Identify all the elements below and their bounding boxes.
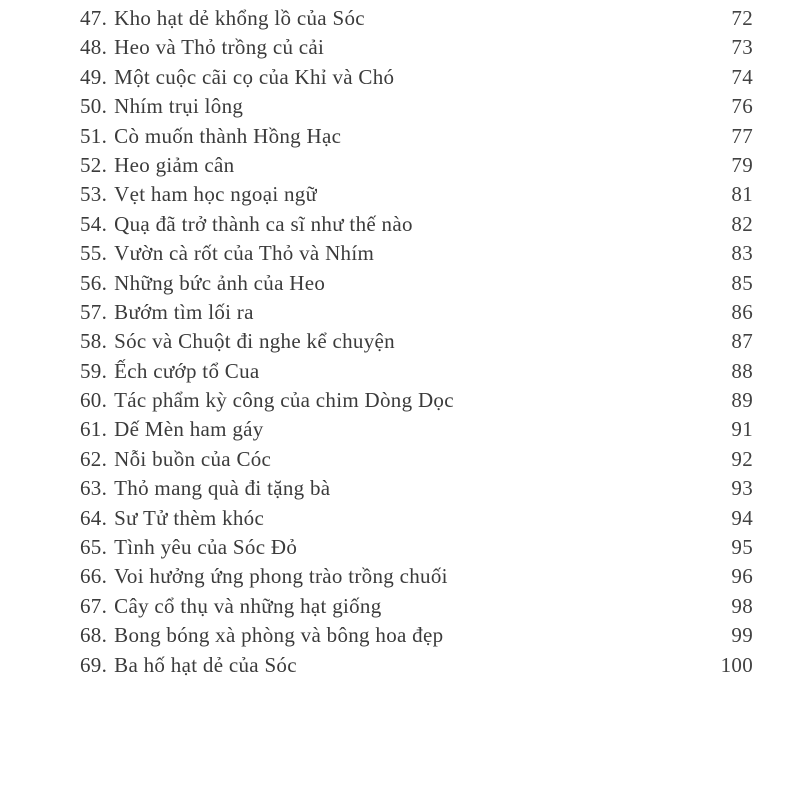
entry-number: 60. <box>80 388 108 413</box>
entry-number: 68. <box>80 623 108 648</box>
entry-page-number: 85 <box>731 270 753 295</box>
entry-title: Voi hưởng ứng phong trào trồng chuối <box>114 564 448 589</box>
toc-list <box>80 4 753 680</box>
entry-page-number: 87 <box>731 329 753 354</box>
entry-page-number: 92 <box>731 446 753 471</box>
entry-title: Vườn cà rốt của Thỏ và Nhím <box>114 241 375 266</box>
entry-title: Ếch cướp tổ Cua <box>114 358 260 383</box>
toc-entry <box>80 269 753 298</box>
entry-title: Bong bóng xà phòng và bông hoa đẹp <box>114 623 444 648</box>
entry-number: 61. <box>80 417 108 442</box>
entry-number: 54. <box>80 211 108 236</box>
toc-entry <box>80 651 753 680</box>
entry-page-number: 98 <box>731 593 753 618</box>
entry-title: Sóc và Chuột đi nghe kể chuyện <box>114 329 395 354</box>
toc-entry <box>80 386 753 415</box>
entry-page-number: 82 <box>731 211 753 236</box>
entry-page-number: 76 <box>731 94 753 119</box>
entry-page-number: 77 <box>731 123 753 148</box>
entry-title: Kho hạt dẻ khổng lồ của Sóc <box>114 6 365 30</box>
toc-entry <box>80 533 753 562</box>
toc-entry <box>80 562 753 591</box>
entry-number: 56. <box>80 270 108 295</box>
toc-entry <box>80 445 753 474</box>
toc-entry <box>80 63 753 92</box>
entry-page-number: 93 <box>731 476 753 501</box>
entry-title: Bướm tìm lối ra <box>114 299 254 324</box>
entry-page-number: 88 <box>731 358 753 383</box>
entry-number: 57. <box>80 299 108 324</box>
entry-title: Cây cổ thụ và những hạt giống <box>114 593 382 618</box>
toc-entry <box>80 621 753 650</box>
entry-number: 49. <box>80 64 108 89</box>
entry-page-number: 83 <box>731 241 753 266</box>
entry-number: 55. <box>80 241 108 266</box>
entry-page-number: 95 <box>731 535 753 560</box>
entry-page-number: 72 <box>731 6 753 30</box>
entry-number: 63. <box>80 476 108 501</box>
entry-title: Thỏ mang quà đi tặng bà <box>114 476 331 501</box>
entry-title: Tác phẩm kỳ công của chim Dòng Dọc <box>114 388 454 413</box>
entry-number: 53. <box>80 182 108 207</box>
entry-number: 47. <box>80 6 108 30</box>
entry-title: Heo giảm cân <box>114 152 235 177</box>
toc-entry <box>80 33 753 62</box>
entry-title: Một cuộc cãi cọ của Khỉ và Chó <box>114 64 395 89</box>
toc-entry <box>80 92 753 121</box>
entry-title: Nỗi buồn của Cóc <box>114 446 272 471</box>
entry-number: 64. <box>80 505 108 530</box>
toc-entry <box>80 504 753 533</box>
entry-title: Quạ đã trở thành ca sĩ như thế nào <box>114 211 413 236</box>
entry-page-number: 81 <box>731 182 753 207</box>
entry-page-number: 99 <box>731 623 753 648</box>
entry-title: Sư Tử thèm khóc <box>114 505 265 530</box>
entry-page-number: 94 <box>731 505 753 530</box>
entry-title: Cò muốn thành Hồng Hạc <box>114 123 342 148</box>
entry-title: Ba hố hạt dẻ của Sóc <box>114 652 297 677</box>
entry-title: Những bức ảnh của Heo <box>114 270 326 295</box>
toc-entry <box>80 592 753 621</box>
entry-number: 67. <box>80 593 108 618</box>
entry-page-number: 96 <box>731 564 753 589</box>
toc-entry <box>80 4 753 33</box>
entry-page-number: 74 <box>731 64 753 89</box>
entry-title: Vẹt ham học ngoại ngữ <box>114 182 318 207</box>
entry-page-number: 73 <box>731 35 753 60</box>
entry-number: 62. <box>80 446 108 471</box>
entry-page-number: 100 <box>720 652 753 677</box>
entry-page-number: 86 <box>731 299 753 324</box>
entry-number: 58. <box>80 329 108 354</box>
entry-number: 52. <box>80 152 108 177</box>
entry-number: 65. <box>80 535 108 560</box>
entry-number: 59. <box>80 358 108 383</box>
entry-title: Dế Mèn ham gáy <box>114 417 264 442</box>
toc-entry <box>80 327 753 356</box>
entry-number: 51. <box>80 123 108 148</box>
entry-page-number: 89 <box>731 388 753 413</box>
toc-entry <box>80 151 753 180</box>
toc-entry <box>80 239 753 268</box>
entry-page-number: 79 <box>731 152 753 177</box>
entry-number: 50. <box>80 94 108 119</box>
entry-title: Nhím trụi lông <box>114 94 244 119</box>
entry-number: 69. <box>80 652 108 677</box>
entry-number: 66. <box>80 564 108 589</box>
entry-page-number: 91 <box>731 417 753 442</box>
toc-entry <box>80 180 753 209</box>
toc-entry <box>80 298 753 327</box>
toc-entry <box>80 210 753 239</box>
toc-entry <box>80 122 753 151</box>
entry-title: Tình yêu của Sóc Đỏ <box>114 535 298 560</box>
toc-entry <box>80 357 753 386</box>
toc-entry <box>80 474 753 503</box>
toc-entry <box>80 415 753 444</box>
entry-number: 48. <box>80 35 108 60</box>
entry-title: Heo và Thỏ trồng củ cải <box>114 35 325 60</box>
